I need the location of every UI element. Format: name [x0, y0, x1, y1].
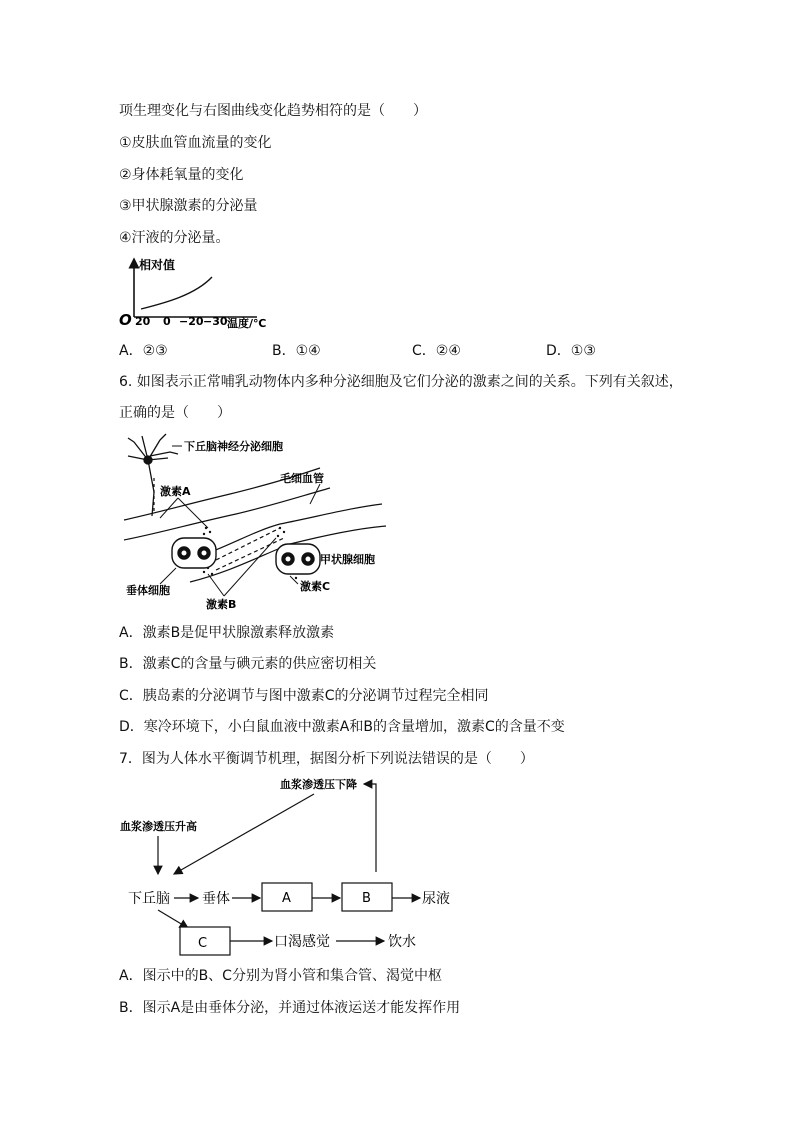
box-b-label: B	[362, 891, 371, 906]
plasma-up-label: 血浆渗透压升高	[120, 820, 197, 833]
q6-stem-line-1: 6. 如图表示正常哺乳动物体内多种分泌细胞及它们分泌的激素之间的关系。下列有关叙述，	[119, 374, 683, 390]
pituitary-label: 垂体细胞	[126, 584, 170, 597]
q6-stem-line-2: 正确的是（ ）	[119, 405, 231, 421]
neuron	[128, 434, 178, 516]
q5-tick-3: −20	[179, 315, 204, 328]
q6-option-d: D．寒冷环境下，小白鼠血液中激素A和B的含量增加，激素C的含量不变	[119, 719, 565, 735]
pituitary-label: 垂体	[202, 891, 230, 907]
thirst-label: 口渴感觉	[274, 934, 330, 950]
q5-ylabel: 相对值	[139, 258, 176, 272]
hormone-a-label: 激素A	[160, 485, 191, 498]
q5-graph	[115, 255, 290, 335]
box-c-label: C	[198, 936, 208, 951]
q5-tick-2: 0	[163, 315, 171, 328]
q7-stem: 7．图为人体水平衡调节机理，据图分析下列说法错误的是（ ）	[119, 751, 534, 767]
q5-option-d: D．①③	[546, 343, 596, 359]
thyroid-cells	[276, 544, 320, 574]
urine-label: 尿液	[422, 891, 450, 907]
drink-label: 饮水	[388, 934, 416, 950]
box-a-label: A	[282, 891, 291, 906]
pituitary-cells	[172, 538, 216, 568]
q5-option-a: A．②③	[119, 343, 168, 359]
plasma-down-label: 血浆渗透压下降	[280, 778, 357, 791]
capillary-label: 毛细血管	[280, 472, 324, 485]
q5-item-1: ①皮肤血管血流量的变化	[119, 135, 272, 151]
q5-tick-4: −30	[203, 315, 228, 328]
q5-option-c: C．②④	[412, 343, 461, 359]
q5-stem: 项生理变化与右图曲线变化趋势相符的是（ ）	[119, 103, 427, 119]
q5-option-b: B．①④	[272, 343, 321, 359]
hormone-b-label: 激素B	[206, 598, 237, 611]
q5-item-3: ③甲状腺激素的分泌量	[119, 198, 258, 214]
hypothalamus-label: 下丘脑	[128, 891, 170, 907]
q5-curve	[141, 277, 212, 309]
q5-tick-1: 20	[135, 315, 151, 328]
q6-option-c: C．胰岛素的分泌调节与图中激素C的分泌调节过程完全相同	[119, 688, 489, 704]
thyroid-label: 甲状腺细胞	[320, 553, 375, 566]
neuron-label: 下丘脑神经分泌细胞	[184, 440, 283, 453]
q6-option-a: A．激素B是促甲状腺激素释放激素	[119, 625, 335, 641]
q7-option-a: A．图示中的B、C分别为肾小管和集合管、渴觉中枢	[119, 968, 442, 984]
q6-figure	[120, 432, 390, 612]
q5-origin: O	[119, 311, 132, 329]
q6-option-b: B．激素C的含量与碘元素的供应密切相关	[119, 656, 377, 672]
q7-option-b: B．图示A是由垂体分泌，并通过体液运送才能发挥作用	[119, 1000, 461, 1016]
q5-item-2: ②身体耗氧量的变化	[119, 167, 244, 183]
q7-figure	[118, 770, 478, 960]
q5-item-4: ④汗液的分泌量。	[119, 230, 230, 246]
q5-xlabel: 温度/℃	[227, 317, 267, 330]
hormone-c-label: 激素C	[300, 580, 331, 593]
